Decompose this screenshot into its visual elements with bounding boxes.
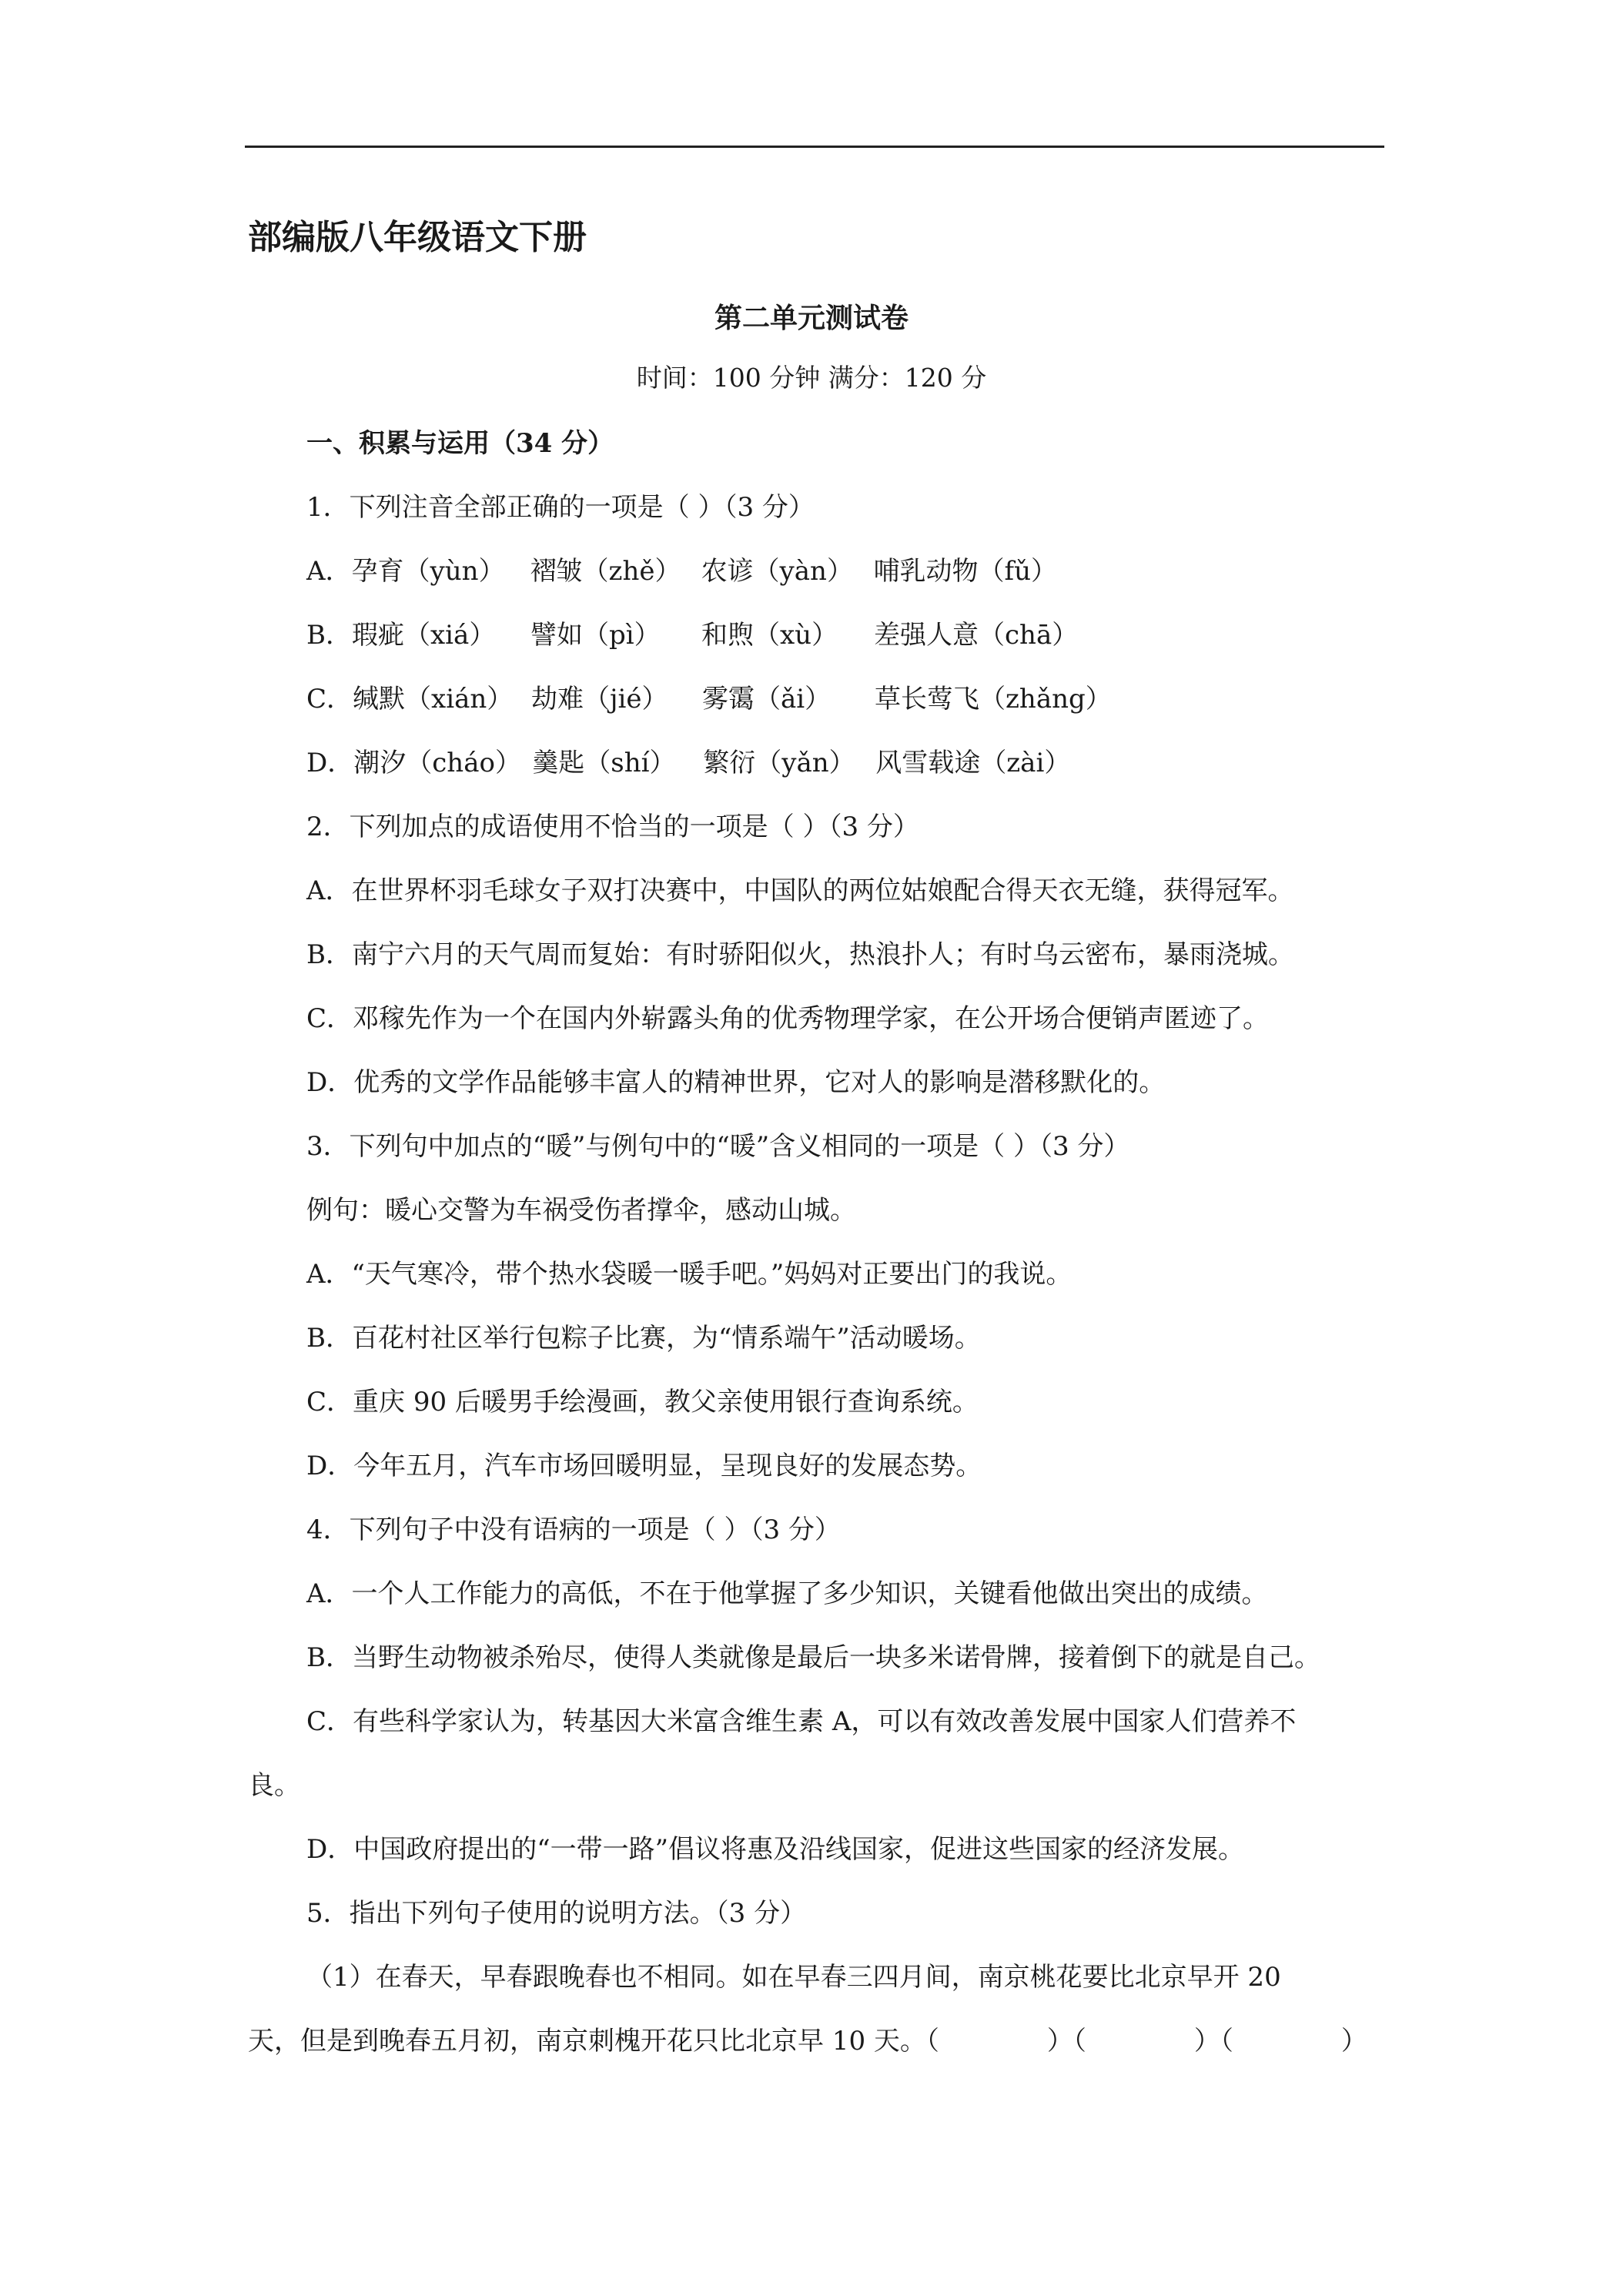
q1-option-a: [306, 554, 1057, 589]
q4-option-c-cont: 良。: [248, 1770, 300, 1801]
q1-b-label: B．: [306, 620, 352, 651]
q2-option-b: B．南宁六月的天气周而复始：有时骄阳似火，热浪扑人；有时乌云密布，暴雨浇城。: [306, 939, 1294, 970]
q1-d-item: 潮汐（cháo）: [353, 748, 521, 778]
q2-option-c: C．邓稼先作为一个在国内外崭露头角的优秀物理学家，在公开场合便销声匿迹了。: [306, 1003, 1270, 1034]
q1-c-item: 草长莺飞（zhǎng）: [875, 684, 1112, 715]
q1-a-item: 农谚（yàn）: [701, 556, 853, 587]
exam-time-info: 时间：100 分钟 满分：120 分: [636, 363, 987, 393]
q4-option-d: D．中国政府提出的“一带一路”倡议将惠及沿线国家，促进这些国家的经济发展。: [306, 1834, 1245, 1865]
q1-a-label: A．: [306, 556, 352, 587]
q4-stem: 4．下列句子中没有语病的一项是（ ）（3 分）: [306, 1514, 841, 1545]
q1-d-item: 繁衍（yǎn）: [703, 748, 855, 778]
answer-blank-close: ）: [1340, 2026, 1367, 2057]
answer-blank-open: （: [925, 2026, 939, 2057]
q1-c-item: 劫难（jié）: [531, 684, 668, 715]
q1-c-item: 雾霭（ǎi）: [702, 684, 832, 715]
q3-option-a: A．“天气寒冷，带个热水袋暖一暖手吧。”妈妈对正要出门的我说。: [306, 1259, 1073, 1290]
q1-option-b: [306, 618, 1078, 653]
q1-c-item: 缄默（xián）: [353, 684, 514, 715]
q1-option-c: [306, 681, 1112, 717]
q2-option-a: A．在世界杯羽毛球女子双打决赛中，中国队的两位姑娘配合得天衣无缝，获得冠军。: [306, 875, 1294, 906]
q1-d-label: D．: [306, 748, 354, 778]
q5-part1-text: 天，但是到晚春五月初，南京刺槐开花只比北京早 10 天。: [248, 2026, 926, 2057]
answer-blank-open: （: [1073, 2026, 1086, 2057]
q5-part1-line1: （1）在春天，早春跟晚春也不相同。如在早春三四月间，南京桃花要比北京早开 20: [306, 1962, 1281, 1993]
q5-stem: 5．指出下列句子使用的说明方法。（3 分）: [306, 1898, 807, 1929]
header-rule: [245, 146, 1384, 148]
q5-part1-line2: [248, 2023, 1367, 2059]
q1-a-item: 褶皱（zhě）: [530, 556, 681, 587]
q1-b-item: 和煦（xù）: [701, 620, 838, 651]
q1-b-item: 差强人意（chā）: [874, 620, 1079, 651]
q1-stem: 1．下列注音全部正确的一项是（ ）（3 分）: [306, 492, 815, 523]
q1-c-label: C．: [306, 684, 353, 715]
q3-option-c: C．重庆 90 后暖男手绘漫画，教父亲使用银行查询系统。: [306, 1387, 979, 1417]
section-1-heading: 一、积累与运用（34 分）: [306, 428, 614, 459]
q4-option-c: C．有些科学家认为，转基因大米富含维生素 A，可以有效改善发展中国家人们营养不: [306, 1706, 1297, 1737]
q1-a-item: 哺乳动物（fǔ）: [873, 556, 1058, 587]
q1-a-item: 孕育（yùn）: [351, 556, 505, 587]
q1-d-item: 羹匙（shí）: [532, 748, 676, 778]
q3-stem: 3．下列句中加点的“暖”与例句中的“暖”含义相同的一项是（ ）（3 分）: [306, 1131, 1130, 1162]
q1-option-d: [306, 745, 1070, 781]
q3-option-d: D．今年五月，汽车市场回暖明显，呈现良好的发展态势。: [306, 1451, 982, 1481]
q4-option-a: A．一个人工作能力的高低，不在于他掌握了多少知识，关键看他做出突出的成绩。: [306, 1578, 1268, 1609]
q3-example: 例句：暖心交警为车祸受伤者撑伞，感动山城。: [306, 1195, 856, 1226]
q1-b-item: 瑕疵（xiá）: [352, 620, 496, 651]
answer-blank-open: （: [1220, 2026, 1233, 2057]
q1-b-item: 譬如（pì）: [530, 620, 661, 651]
answer-blank-close: ）: [1046, 2026, 1073, 2057]
q2-stem: 2．下列加点的成语使用不恰当的一项是（ ）（3 分）: [306, 812, 919, 842]
q2-option-d: D．优秀的文学作品能够丰富人的精神世界，它对人的影响是潜移默化的。: [306, 1067, 1166, 1098]
page-title: 部编版八年级语文下册: [248, 218, 587, 257]
answer-blank-close: ）: [1193, 2026, 1220, 2057]
q1-d-item: 风雪载途（zài）: [875, 748, 1071, 778]
q3-option-b: B．百花村社区举行包粽子比赛，为“情系端午”活动暖场。: [306, 1323, 981, 1354]
q4-option-b: B．当野生动物被杀殆尽，使得人类就像是最后一块多米诺骨牌，接着倒下的就是自己。: [306, 1642, 1320, 1673]
exam-title: 第二单元测试卷: [714, 302, 909, 334]
